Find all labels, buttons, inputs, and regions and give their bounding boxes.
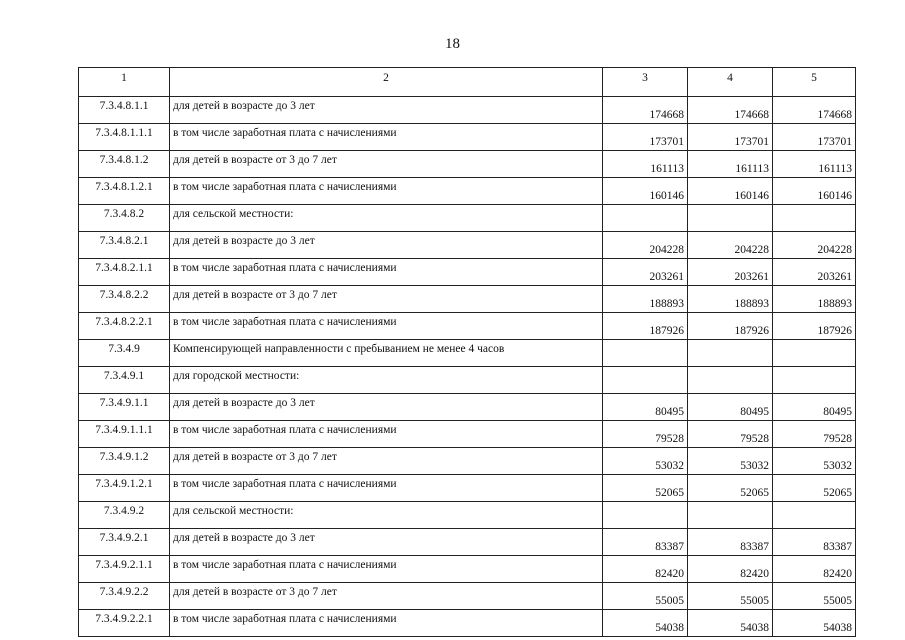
value-col-5: 53032 <box>773 448 856 475</box>
value-col-5: 187926 <box>773 313 856 340</box>
value-col-5: 54038 <box>773 610 856 637</box>
value-col-3: 83387 <box>603 529 688 556</box>
value-col-5: 83387 <box>773 529 856 556</box>
row-code: 7.3.4.8.1.2 <box>79 151 170 178</box>
table-row <box>79 232 856 259</box>
value-col-4: 55005 <box>688 583 773 610</box>
column-header-3: 3 <box>603 68 688 97</box>
value-col-3: 204228 <box>603 232 688 259</box>
value-col-3: 52065 <box>603 475 688 502</box>
value-col-4: 54038 <box>688 610 773 637</box>
row-code: 7.3.4.9.1.2.1 <box>79 475 170 502</box>
table-row <box>79 124 856 151</box>
budget-table <box>78 67 856 637</box>
value-col-4 <box>688 205 773 232</box>
row-name: в том числе заработная плата с начислениями <box>170 178 603 205</box>
row-name: в том числе заработная плата с начислениями <box>170 313 603 340</box>
table-row <box>79 421 856 448</box>
row-name: в том числе заработная плата с начислениями <box>170 556 603 583</box>
value-col-5: 204228 <box>773 232 856 259</box>
value-col-4: 82420 <box>688 556 773 583</box>
column-header-2: 2 <box>170 68 603 97</box>
value-col-3: 174668 <box>603 97 688 124</box>
value-col-3: 55005 <box>603 583 688 610</box>
row-code: 7.3.4.9 <box>79 340 170 367</box>
value-col-3: 188893 <box>603 286 688 313</box>
value-col-4: 80495 <box>688 394 773 421</box>
row-code: 7.3.4.9.2.2 <box>79 583 170 610</box>
value-col-5 <box>773 205 856 232</box>
row-code: 7.3.4.9.2.2.1 <box>79 610 170 637</box>
value-col-4: 188893 <box>688 286 773 313</box>
value-col-5: 80495 <box>773 394 856 421</box>
row-code: 7.3.4.9.1.1.1 <box>79 421 170 448</box>
row-name: для детей в возрасте до 3 лет <box>170 97 603 124</box>
row-name: в том числе заработная плата с начислениями <box>170 124 603 151</box>
value-col-3 <box>603 340 688 367</box>
table-row <box>79 97 856 124</box>
value-col-4 <box>688 340 773 367</box>
value-col-3: 160146 <box>603 178 688 205</box>
page-number: 18 <box>445 36 460 52</box>
column-header-1: 1 <box>79 68 170 97</box>
value-col-5 <box>773 367 856 394</box>
row-name: для городской местности: <box>170 367 603 394</box>
row-code: 7.3.4.8.2.1.1 <box>79 259 170 286</box>
value-col-3: 187926 <box>603 313 688 340</box>
row-name: для детей в возрасте от 3 до 7 лет <box>170 151 603 178</box>
table-row <box>79 286 856 313</box>
value-col-3: 80495 <box>603 394 688 421</box>
value-col-3 <box>603 502 688 529</box>
row-code: 7.3.4.9.1.2 <box>79 448 170 475</box>
value-col-4: 53032 <box>688 448 773 475</box>
value-col-4: 79528 <box>688 421 773 448</box>
value-col-3: 203261 <box>603 259 688 286</box>
value-col-5 <box>773 502 856 529</box>
row-code: 7.3.4.8.2.2.1 <box>79 313 170 340</box>
row-name: для детей в возрасте до 3 лет <box>170 232 603 259</box>
value-col-5: 52065 <box>773 475 856 502</box>
table-row <box>79 259 856 286</box>
value-col-3 <box>603 205 688 232</box>
value-col-4: 204228 <box>688 232 773 259</box>
value-col-4: 83387 <box>688 529 773 556</box>
row-name: для детей в возрасте до 3 лет <box>170 529 603 556</box>
row-code: 7.3.4.9.2 <box>79 502 170 529</box>
table-row <box>79 340 856 367</box>
row-name: в том числе заработная плата с начислениями <box>170 475 603 502</box>
value-col-5: 173701 <box>773 124 856 151</box>
table-row <box>79 205 856 232</box>
row-code: 7.3.4.9.2.1 <box>79 529 170 556</box>
row-name: в том числе заработная плата с начислениями <box>170 421 603 448</box>
value-col-3: 161113 <box>603 151 688 178</box>
value-col-5: 161113 <box>773 151 856 178</box>
value-col-3: 79528 <box>603 421 688 448</box>
table-row <box>79 610 856 637</box>
value-col-4 <box>688 502 773 529</box>
value-col-4: 52065 <box>688 475 773 502</box>
value-col-5: 203261 <box>773 259 856 286</box>
table-row <box>79 475 856 502</box>
value-col-3: 173701 <box>603 124 688 151</box>
table-row <box>79 448 856 475</box>
value-col-5: 160146 <box>773 178 856 205</box>
value-col-3: 54038 <box>603 610 688 637</box>
value-col-5: 174668 <box>773 97 856 124</box>
row-code: 7.3.4.8.1.1.1 <box>79 124 170 151</box>
value-col-4: 161113 <box>688 151 773 178</box>
row-code: 7.3.4.9.1.1 <box>79 394 170 421</box>
value-col-4: 173701 <box>688 124 773 151</box>
row-name: для детей в возрасте от 3 до 7 лет <box>170 448 603 475</box>
row-name: в том числе заработная плата с начислениями <box>170 259 603 286</box>
row-name: для детей в возрасте до 3 лет <box>170 394 603 421</box>
column-header-4: 4 <box>688 68 773 97</box>
value-col-5: 55005 <box>773 583 856 610</box>
table-row <box>79 313 856 340</box>
table-row <box>79 529 856 556</box>
table-header-row <box>79 68 856 97</box>
table-row <box>79 178 856 205</box>
value-col-4: 160146 <box>688 178 773 205</box>
value-col-4: 187926 <box>688 313 773 340</box>
table-row <box>79 394 856 421</box>
value-col-5: 79528 <box>773 421 856 448</box>
row-name: в том числе заработная плата с начислениями <box>170 610 603 637</box>
row-name: Компенсирующей направленности с пребыванием не менее 4 часов <box>170 340 603 367</box>
value-col-5 <box>773 340 856 367</box>
value-col-3: 82420 <box>603 556 688 583</box>
table-row <box>79 367 856 394</box>
row-name: для сельской местности: <box>170 502 603 529</box>
row-code: 7.3.4.8.2 <box>79 205 170 232</box>
value-col-4: 174668 <box>688 97 773 124</box>
column-header-5: 5 <box>773 68 856 97</box>
row-name: для сельской местности: <box>170 205 603 232</box>
table-row <box>79 151 856 178</box>
value-col-5: 82420 <box>773 556 856 583</box>
row-name: для детей в возрасте от 3 до 7 лет <box>170 583 603 610</box>
row-name: для детей в возрасте от 3 до 7 лет <box>170 286 603 313</box>
value-col-3 <box>603 367 688 394</box>
row-code: 7.3.4.8.1.2.1 <box>79 178 170 205</box>
table-row <box>79 583 856 610</box>
table-body <box>79 68 856 637</box>
row-code: 7.3.4.8.1.1 <box>79 97 170 124</box>
value-col-3: 53032 <box>603 448 688 475</box>
value-col-5: 188893 <box>773 286 856 313</box>
row-code: 7.3.4.9.1 <box>79 367 170 394</box>
row-code: 7.3.4.9.2.1.1 <box>79 556 170 583</box>
table-row <box>79 556 856 583</box>
value-col-4: 203261 <box>688 259 773 286</box>
row-code: 7.3.4.8.2.2 <box>79 286 170 313</box>
row-code: 7.3.4.8.2.1 <box>79 232 170 259</box>
value-col-4 <box>688 367 773 394</box>
table-row <box>79 502 856 529</box>
